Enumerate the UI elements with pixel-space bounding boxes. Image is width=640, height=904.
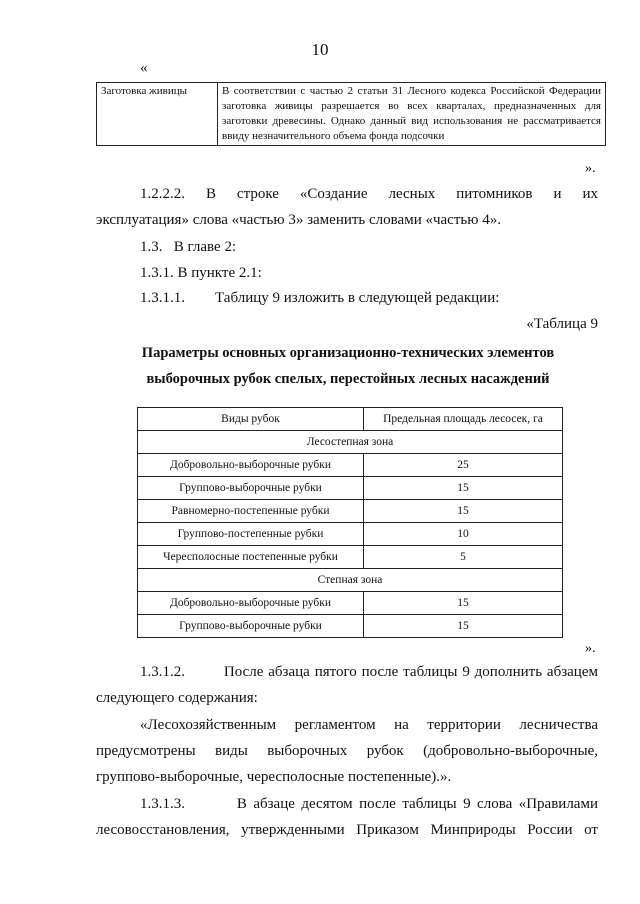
quote-open: « — [140, 60, 148, 76]
table-row — [138, 454, 563, 477]
table-9-label: «Таблица 9 — [526, 316, 598, 332]
max-area: 15 — [364, 477, 563, 500]
cutting-type: Равномерно-постепенные рубки — [138, 500, 364, 523]
para-1-3-1-2-line2: следующего содержания: — [96, 690, 258, 706]
para-1-2-2-2-line1: 1.2.2.2. В строке «Создание лесных питомников и их — [140, 186, 598, 202]
table-row — [138, 523, 563, 546]
max-area: 15 — [364, 500, 563, 523]
zone-row — [138, 569, 563, 592]
table-row — [138, 500, 563, 523]
para-1-3: 1.3. В главе 2: — [140, 239, 237, 255]
top-table-text: В соответствии с частью 2 статьи 31 Лесного кодекса Российской Федерации заготовка живицы разрешается во всех кварталах, предназначенных для заготовки древесины. Однако данный вид использования не рассматривается ввиду незначительного объема фонда подсочки — [218, 83, 606, 146]
para-1-3-1: 1.3.1. В пункте 2.1: — [140, 265, 262, 281]
cutting-type: Чересполосные постепенные рубки — [138, 546, 364, 569]
cutting-type: Добровольно-выборочные рубки — [138, 454, 364, 477]
para-1-3-1-1: 1.3.1.1. Таблицу 9 изложить в следующей редакции: — [140, 290, 500, 306]
page-number: 10 — [311, 40, 329, 59]
header-cutting-types: Виды рубок — [138, 408, 364, 431]
max-area: 25 — [364, 454, 563, 477]
para-1-3-1-2-line1: 1.3.1.2. После абзаца пятого после таблицы 9 дополнить абзацем — [140, 664, 598, 680]
table-row — [138, 615, 563, 638]
table-row — [138, 546, 563, 569]
quote-para-line3: группово-выборочные, чересполосные постепенные).». — [96, 769, 452, 785]
table-title-line2: выборочных рубок спелых, перестойных лесных насаждений — [146, 371, 550, 387]
para-1-3-1-3-line2: лесовосстановления, утвержденными Приказом Минприроды России от — [96, 822, 598, 838]
top-table-label: Заготовка живицы — [97, 83, 218, 146]
zone-row — [138, 431, 563, 454]
max-area: 15 — [364, 615, 563, 638]
cutting-type: Группово-выборочные рубки — [138, 477, 364, 500]
quote-para-line1: «Лесохозяйственным регламентом на территории лесничества — [140, 717, 598, 733]
table-title-line1: Параметры основных организационно-технических элементов — [141, 345, 555, 361]
top-table — [96, 82, 606, 146]
table-header-row — [138, 408, 563, 431]
quote-para-line2: предусмотрены виды выборочных рубок (добровольно-выборочные, — [96, 743, 598, 759]
table-row — [138, 477, 563, 500]
max-area: 15 — [364, 592, 563, 615]
cutting-type: Группово-постепенные рубки — [138, 523, 364, 546]
max-area: 10 — [364, 523, 563, 546]
cutting-parameters-table — [137, 407, 563, 638]
para-1-3-1-3-line1: 1.3.1.3. В абзаце десятом после таблицы 9 слова «Правилами — [140, 796, 598, 812]
max-area: 5 — [364, 546, 563, 569]
table-title — [96, 340, 600, 392]
table-row — [138, 592, 563, 615]
header-max-area: Предельная площадь лесосек, га — [364, 408, 563, 431]
top-table-close-quote: ». — [585, 161, 596, 176]
main-table-close-quote: ». — [585, 641, 596, 656]
zone-forest-steppe: Лесостепная зона — [138, 431, 563, 454]
para-1-2-2-2-line2: эксплуатация» слова «частью 3» заменить словами «частью 4». — [96, 212, 501, 228]
cutting-type: Группово-выборочные рубки — [138, 615, 364, 638]
cutting-type: Добровольно-выборочные рубки — [138, 592, 364, 615]
zone-steppe: Степная зона — [138, 569, 563, 592]
